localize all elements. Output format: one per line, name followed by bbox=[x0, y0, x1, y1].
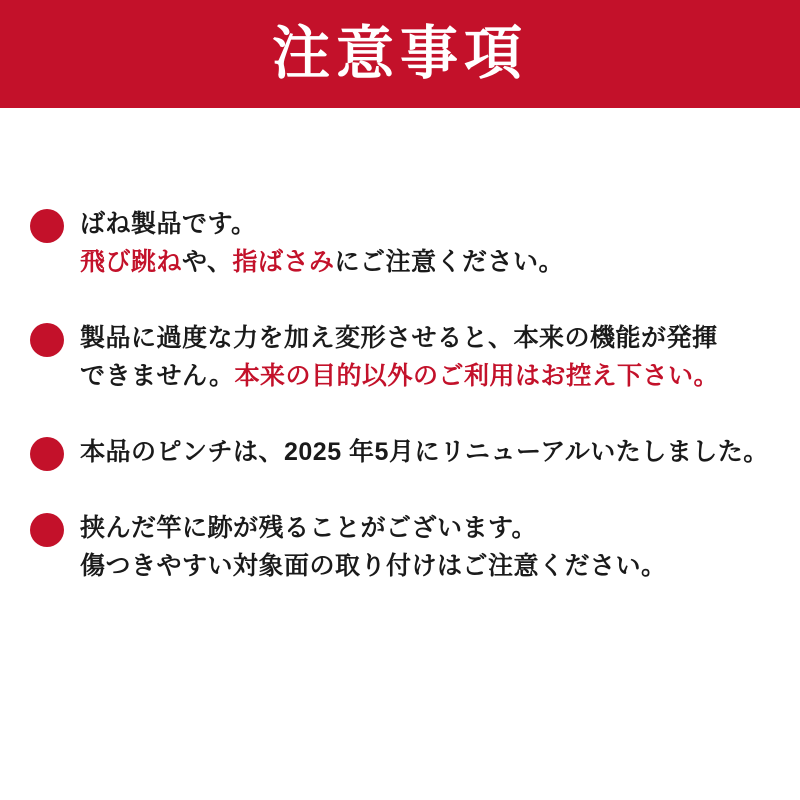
notice-line bbox=[80, 319, 770, 357]
notice-list bbox=[30, 205, 770, 585]
notice-plain-text: 傷つきやすい対象面の取り付けはご注意ください。 bbox=[80, 552, 667, 580]
notice-plain-text: ばね製品です。 bbox=[80, 210, 257, 238]
notice-line bbox=[80, 509, 770, 547]
notice-line bbox=[80, 547, 770, 585]
list-item bbox=[30, 433, 770, 471]
notice-line bbox=[80, 433, 770, 471]
notice-text bbox=[80, 433, 770, 471]
notice-plain-text: できません。 bbox=[80, 362, 235, 390]
notice-plain-text: 挟んだ竿に跡が残ることがございます。 bbox=[80, 514, 538, 542]
page-header-band bbox=[0, 0, 800, 108]
list-item bbox=[30, 205, 770, 281]
filled-circle-bullet-icon bbox=[30, 209, 64, 243]
filled-circle-bullet-icon bbox=[30, 323, 64, 357]
notice-emphasis-text: 指ばさみ bbox=[232, 248, 335, 276]
notice-text bbox=[80, 509, 770, 585]
notice-emphasis-text: 飛び跳ね bbox=[80, 248, 183, 276]
filled-circle-bullet-icon bbox=[30, 513, 64, 547]
notice-plain-text: にご注意ください。 bbox=[334, 248, 565, 276]
notice-plain-text: 製品に過度な力を加え変形させると、本来の機能が発揮 bbox=[80, 324, 718, 352]
notice-text bbox=[80, 319, 770, 395]
notice-line bbox=[80, 205, 770, 243]
list-item bbox=[30, 319, 770, 395]
page-title: 注意事項 bbox=[271, 21, 528, 86]
notice-line bbox=[80, 357, 770, 395]
filled-circle-bullet-icon bbox=[30, 437, 64, 471]
notice-text bbox=[80, 205, 770, 281]
notice-plain-text: 本品のピンチは、2025 年5月にリニューアルいたしました。 bbox=[80, 438, 769, 466]
notice-emphasis-text: 本来の目的以外のご利用はお控え下さい。 bbox=[234, 362, 720, 390]
notice-plain-text: や、 bbox=[182, 248, 233, 276]
notice-line bbox=[80, 243, 770, 281]
list-item bbox=[30, 509, 770, 585]
